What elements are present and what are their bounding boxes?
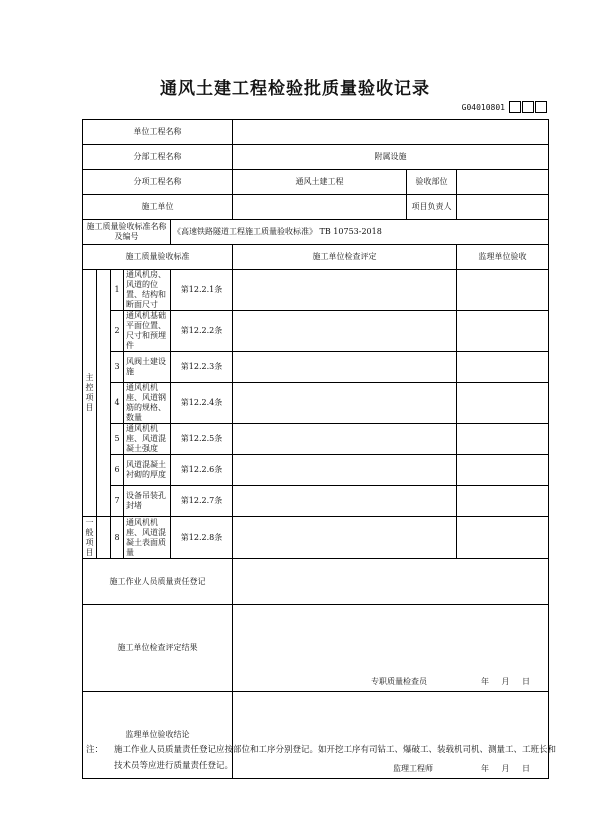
project-manager-label: 项目负责人 bbox=[407, 195, 457, 220]
inspection-result-cell[interactable] bbox=[233, 605, 549, 692]
group-spacer bbox=[97, 517, 111, 559]
item-number: 6 bbox=[111, 455, 124, 486]
supervision-cell[interactable] bbox=[457, 352, 549, 383]
construction-unit-label: 施工单位 bbox=[83, 195, 233, 220]
item-clause: 第12.2.8条 bbox=[171, 517, 233, 559]
inspection-cell[interactable] bbox=[233, 383, 457, 424]
engineer-label: 监理工程师 bbox=[393, 764, 434, 773]
code-box[interactable] bbox=[535, 101, 547, 113]
main-control-group-label: 主 控 项 目 bbox=[83, 270, 97, 517]
supervision-cell[interactable] bbox=[457, 424, 549, 455]
unit-project-label: 单位工程名称 bbox=[83, 120, 233, 145]
supervision-cell[interactable] bbox=[457, 383, 549, 424]
supervision-date: 年 月 日 bbox=[480, 764, 531, 773]
form-code bbox=[462, 101, 547, 113]
sub-project-value[interactable]: 附属设施 bbox=[233, 145, 549, 170]
footnote-text: 施工作业人员质量责任登记应按部位和工序分别登记。如开挖工序有司钻工、爆破工、装载机司机、测量工、工班长和技术员等应进行质量责任登记。 bbox=[114, 745, 557, 771]
acceptance-form-table bbox=[82, 119, 549, 779]
table-row bbox=[83, 383, 549, 424]
column-inspection-header: 施工单位检查评定 bbox=[233, 245, 457, 270]
worker-registration-label: 施工作业人员质量责任登记 bbox=[83, 559, 233, 605]
table-row bbox=[83, 486, 549, 517]
inspector-label: 专职质量检查员 bbox=[371, 677, 428, 686]
table-row bbox=[83, 352, 549, 383]
footnote-label: 注： bbox=[86, 745, 104, 755]
inspection-date: 年 月 日 bbox=[480, 677, 531, 686]
item-clause: 第12.2.5条 bbox=[171, 424, 233, 455]
project-manager-value[interactable] bbox=[457, 195, 549, 220]
item-number: 7 bbox=[111, 486, 124, 517]
item-name: 通风机机座、风道混凝土强度 bbox=[124, 424, 171, 455]
item-name: 通风机基础平面位置、尺寸和预埋件 bbox=[124, 311, 171, 352]
item-number: 3 bbox=[111, 352, 124, 383]
column-supervision-header: 监理单位验收 bbox=[457, 245, 549, 270]
item-name: 通风机机座、风道混凝土表面质量 bbox=[124, 517, 171, 559]
inspection-cell[interactable] bbox=[233, 424, 457, 455]
table-row bbox=[83, 311, 549, 352]
inspection-cell[interactable] bbox=[233, 311, 457, 352]
item-number: 5 bbox=[111, 424, 124, 455]
inspection-cell[interactable] bbox=[233, 486, 457, 517]
item-number: 1 bbox=[111, 270, 124, 311]
table-row bbox=[83, 270, 549, 311]
item-number: 8 bbox=[111, 517, 124, 559]
table-row bbox=[83, 424, 549, 455]
inspection-cell[interactable] bbox=[233, 455, 457, 486]
unit-project-value[interactable] bbox=[233, 120, 549, 145]
item-name: 设备吊装孔封堵 bbox=[124, 486, 171, 517]
supervision-cell[interactable] bbox=[457, 311, 549, 352]
inspection-result-label: 施工单位检查评定结果 bbox=[83, 605, 233, 692]
standard-label: 施工质量验收标准名称及编号 bbox=[83, 220, 171, 245]
footnote bbox=[86, 742, 556, 774]
inspection-cell[interactable] bbox=[233, 270, 457, 311]
item-name: 通风机房、风道的位置、结构和断面尺寸 bbox=[124, 270, 171, 311]
item-number: 4 bbox=[111, 383, 124, 424]
item-name: 通风机机座、风道钢筋的规格、数量 bbox=[124, 383, 171, 424]
item-project-value[interactable]: 通风土建工程 bbox=[233, 170, 407, 195]
table-row bbox=[83, 517, 549, 559]
column-standard-header: 施工质量验收标准 bbox=[83, 245, 233, 270]
acceptance-part-value[interactable] bbox=[457, 170, 549, 195]
code-box[interactable] bbox=[509, 101, 521, 113]
item-project-label: 分项工程名称 bbox=[83, 170, 233, 195]
supervision-cell[interactable] bbox=[457, 270, 549, 311]
inspection-cell[interactable] bbox=[233, 352, 457, 383]
page-title: 通风土建工程检验批质量验收记录 bbox=[160, 79, 430, 99]
item-clause: 第12.2.6条 bbox=[171, 455, 233, 486]
supervision-cell[interactable] bbox=[457, 486, 549, 517]
item-clause: 第12.2.7条 bbox=[171, 486, 233, 517]
group-spacer bbox=[97, 270, 111, 517]
inspection-cell[interactable] bbox=[233, 517, 457, 559]
supervision-conclusion-label: 监理单位验收结论 bbox=[83, 692, 233, 779]
construction-unit-value[interactable] bbox=[233, 195, 407, 220]
general-group-label: 一 般 项 目 bbox=[83, 517, 97, 559]
standard-value: 《高速铁路隧道工程施工质量验收标准》 TB 10753-2018 bbox=[171, 220, 549, 245]
item-clause: 第12.2.2条 bbox=[171, 311, 233, 352]
item-number: 2 bbox=[111, 311, 124, 352]
item-clause: 第12.2.1条 bbox=[171, 270, 233, 311]
supervision-cell[interactable] bbox=[457, 455, 549, 486]
table-row bbox=[83, 455, 549, 486]
item-name: 风阀土建设施 bbox=[124, 352, 171, 383]
sub-project-label: 分部工程名称 bbox=[83, 145, 233, 170]
acceptance-part-label: 验收部位 bbox=[407, 170, 457, 195]
item-clause: 第12.2.3条 bbox=[171, 352, 233, 383]
supervision-cell[interactable] bbox=[457, 517, 549, 559]
item-clause: 第12.2.4条 bbox=[171, 383, 233, 424]
worker-registration-cell[interactable] bbox=[233, 559, 549, 605]
item-name: 风道混凝土衬砌的厚度 bbox=[124, 455, 171, 486]
form-code-text: G04010801 bbox=[461, 102, 505, 112]
code-box[interactable] bbox=[522, 101, 534, 113]
